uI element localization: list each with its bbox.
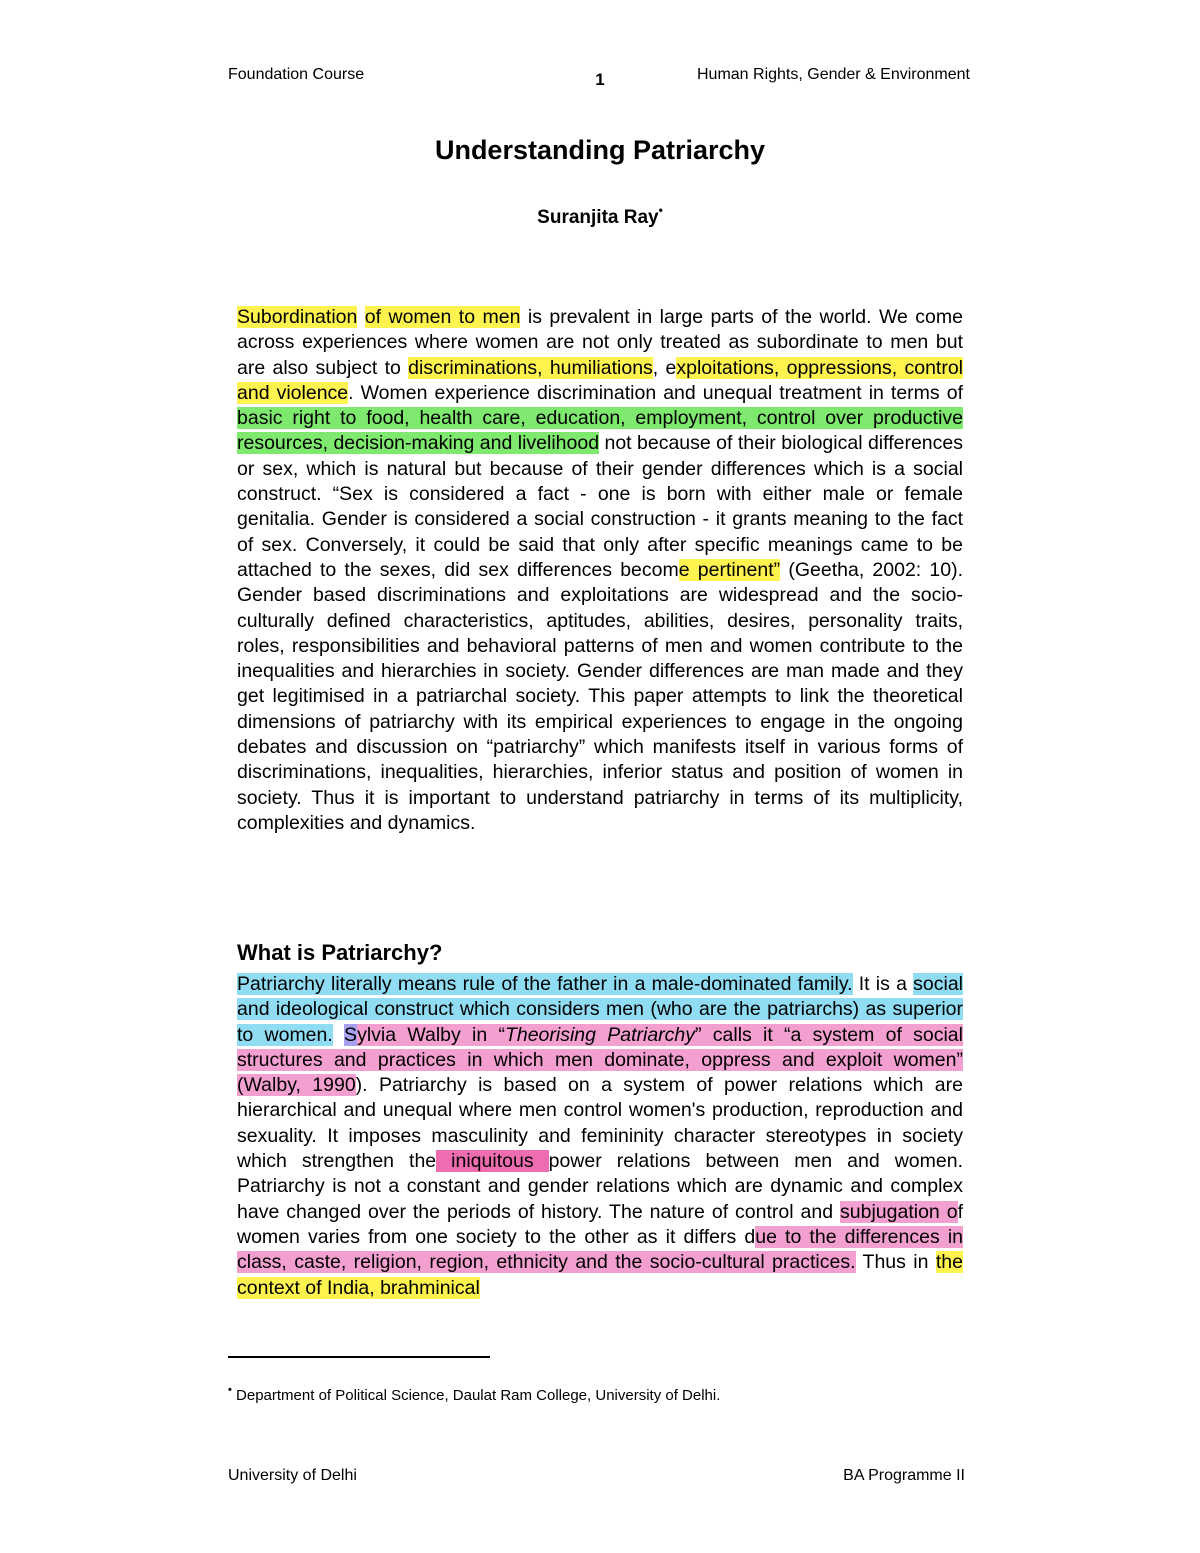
section-heading: What is Patriarchy? [237, 940, 443, 965]
highlight-pink: ue to the differences in class, caste, religion, region, ethnicity and the socio-cultural practices. [237, 1225, 964, 1274]
highlight-blue: Patriarchy literally means rule of the father in a male-dominated family. [237, 973, 853, 995]
running-footer-right: BA Programme II [843, 1467, 965, 1484]
text-run: ylvia Walby in “ [357, 1023, 505, 1046]
page-title: Understanding Patriarchy [434, 135, 766, 165]
citation: Walby, 1990 [243, 1074, 356, 1097]
text-run: ” calls it “a system of social structures and practices in which men dominate, oppress and exploit women” ( [237, 1023, 963, 1097]
text-run: power relations between men and women. Patriarchy is not a constant and gender relations which are dynamic and complex have changed over the periods of history. The nature of control and [237, 1150, 963, 1223]
highlight-green: basic right to food, health care, education, employment, control over productive resources, decision-making and livelihood [237, 407, 963, 455]
book-title: Theorising Patriarchy [504, 1023, 696, 1046]
text-run: It is a [852, 973, 914, 995]
highlight-yellow: of women to men [364, 306, 521, 328]
text-run: Thus in [855, 1251, 936, 1274]
author-footnote-marker: • [658, 203, 663, 217]
text-run: ). Patriarchy is based on a system of power relations which are hierarchical and unequal where men control women's production, reproduction and sexuality. It imposes masculinity and femininity character stereotypes in society which strengthen the [237, 1074, 963, 1173]
text-run: , e [652, 356, 677, 379]
highlight-violet: S [344, 1023, 358, 1046]
highlight-pink: subjugation o [840, 1200, 958, 1223]
page-number: 1 [595, 70, 605, 89]
footnote-text: Department of Political Science, Daulat Ram College, University of Delhi. [231, 1387, 721, 1404]
author-name: Suranjita Ray [537, 207, 659, 228]
footnote-divider [228, 1356, 490, 1358]
running-footer-left: University of Delhi [228, 1467, 357, 1484]
text-run: not because of their biological differences or sex, which is natural but because of their gender differences which is a social construct. “Sex is considered a fact - one is born with either male or female genitalia. Gender is considered a social construction - it grants meaning to the fact of sex. Conversely, it could be said that only after specific meanings came to be attached to the sexes, did sex differences becom [237, 432, 963, 581]
text-run: . Women experience discrimination and unequal treatment in terms of [348, 381, 963, 404]
text-run: is prevalent in large parts of the world. We come across experiences where women are not only treated as subordinate to men but are also subject to [237, 306, 963, 379]
highlight-blue: social and ideological construct which considers men (who are the patriarchs) as superior to women. [237, 973, 963, 1046]
highlight-magenta: iniquitous [436, 1150, 549, 1173]
patriarchy-paragraph [237, 972, 963, 1301]
footnote-marker: • [228, 1384, 232, 1396]
text-run: (Geetha, 2002: 10). Gender based discriminations and exploitations are widespread and the socio-culturally defined characteristics, aptitudes, abilities, desires, personality traits, roles, responsibilities and behavioral patterns of men and women contribute to the inequalities and hierarchies in society. Gender differences are man made and they get legitimised in a patriarchal society. This paper attempts to link the theoretical dimensions of patriarchy with its empirical experiences to engage in the ongoing debates and discussion on “patriarchy” which manifests itself in various forms of discriminations, inequalities, hierarchies, inferior status and position of women in society. Thus it is important to understand patriarchy in terms of its multiplicity, complexities and dynamics. [237, 558, 963, 834]
highlight-yellow: e pertinent” [678, 558, 781, 581]
text-run [333, 1024, 344, 1046]
highlight-yellow: xploitations, oppressions, control and violence [237, 356, 963, 404]
text-run: f women varies from one society to the other as it differs d [237, 1200, 963, 1248]
text-run [357, 306, 364, 328]
running-header-left: Foundation Course [228, 66, 365, 83]
author-line [0, 203, 1200, 229]
highlight-yellow: the context of India, brahminical [237, 1251, 963, 1299]
highlight-yellow: Subordination [237, 306, 358, 328]
footnote [228, 1384, 720, 1404]
intro-paragraph [237, 305, 963, 836]
highlight-yellow: discriminations, humiliations [408, 356, 653, 379]
running-header-right: Human Rights, Gender & Environment [696, 66, 970, 83]
